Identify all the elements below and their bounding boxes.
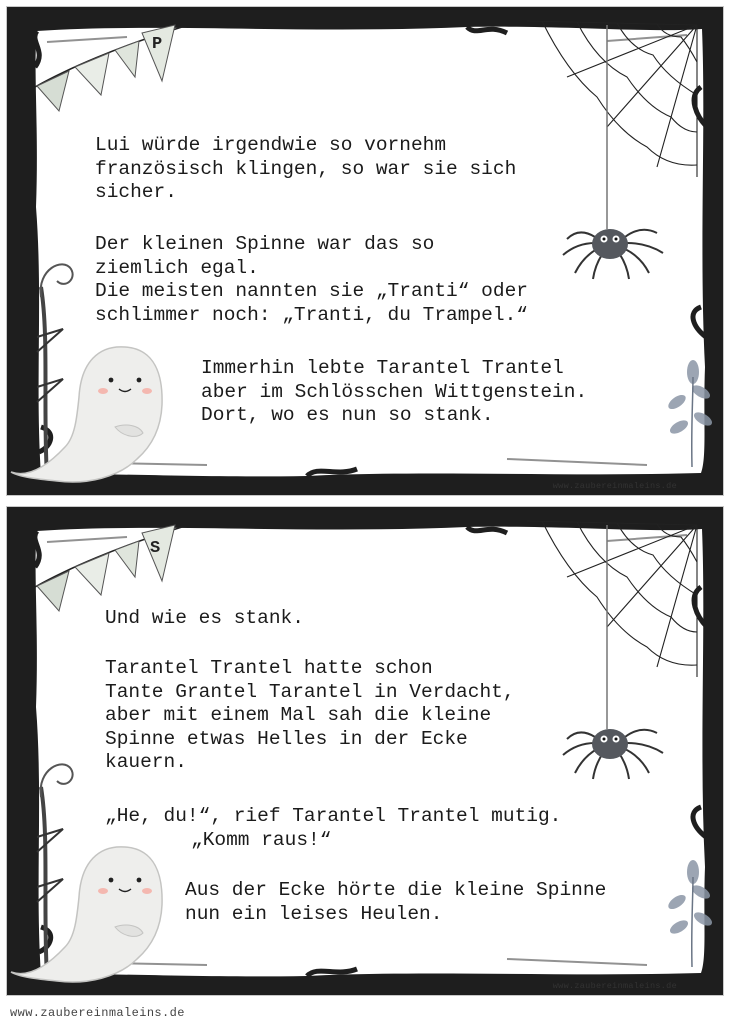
bunting-letter: P xyxy=(152,35,163,54)
story-paragraph-1: Lui würde irgendwie so vornehm französisch klingen, so war sie sich sicher. xyxy=(95,134,517,203)
card-website: www.zaubereinmaleins.de xyxy=(552,981,677,991)
story-paragraph-4: „Komm raus!“ xyxy=(191,829,332,851)
story-paragraph-3: „He, du!“, rief Tarantel Trantel mutig. xyxy=(105,805,562,827)
bunting-letter: S xyxy=(150,539,161,558)
story-paragraph-2: Tarantel Trantel hatte schon Tante Grantel Tarantel in Verdacht, aber mit einem Mal sah die kleine Spinne etwas Helles in der Ecke kauern. xyxy=(105,657,515,773)
story-paragraph-1: Und wie es stank. xyxy=(105,607,304,629)
page-footer-website: www.zaubereinmaleins.de xyxy=(10,1006,185,1020)
story-paragraph-2: Der kleinen Spinne war das so ziemlich egal. Die meisten nannten sie „Tranti“ oder schlimmer noch: „Tranti, du Trampel.“ xyxy=(95,233,528,326)
story-card-1 xyxy=(6,6,724,496)
story-paragraph-5: Aus der Ecke hörte die kleine Spinne nun ein leises Heulen. xyxy=(185,879,607,925)
story-paragraph-3: Immerhin lebte Tarantel Trantel aber im Schlösschen Wittgenstein. Dort, wo es nun so stank. xyxy=(201,357,588,426)
card-website: www.zaubereinmaleins.de xyxy=(552,481,677,491)
story-card-2 xyxy=(6,506,724,996)
